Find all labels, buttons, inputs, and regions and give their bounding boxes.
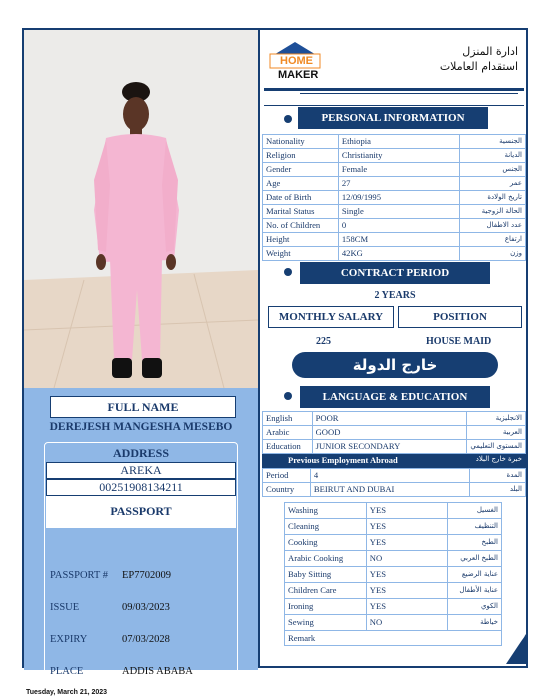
footer-date: Tuesday, March 21, 2023 <box>26 689 108 696</box>
bullet-icon <box>284 115 292 123</box>
row-arabic-label: الطبخ <box>448 535 502 551</box>
row-arabic-label: الكوي <box>448 599 502 615</box>
header-rule-2 <box>264 105 524 106</box>
row-value: Female <box>338 163 459 177</box>
row-value: GOOD <box>312 426 467 440</box>
row-value: POOR <box>312 412 467 426</box>
details-column <box>258 30 528 668</box>
personal-info-table <box>262 134 526 261</box>
identity-panel <box>24 388 258 677</box>
table-row <box>263 219 526 233</box>
table-row <box>285 599 502 615</box>
employment-title: Previous Employment Abroad <box>288 455 398 465</box>
skills-table <box>284 502 502 646</box>
row-label: English <box>263 412 313 426</box>
row-label: Weight <box>263 247 339 261</box>
contract-period-value: 2 YEARS <box>374 290 416 301</box>
table-row <box>263 412 526 426</box>
row-arabic-label: المدة <box>470 469 526 483</box>
row-label: Cleaning <box>285 519 367 535</box>
row-arabic-label: عمر <box>460 177 526 191</box>
row-value: NO <box>366 615 447 631</box>
passport-label: PASSPORT <box>46 496 236 528</box>
home-maker-logo <box>268 38 322 84</box>
row-label: Marital Status <box>263 205 339 219</box>
issue-label: ISSUE <box>50 602 80 613</box>
row-label: Country <box>263 483 311 497</box>
person-photo-illustration <box>24 30 258 388</box>
table-row <box>263 426 526 440</box>
row-arabic-label: ارتفاع <box>460 233 526 247</box>
row-arabic-label: المستوى التعليمي <box>467 440 526 454</box>
row-label: Children Care <box>285 583 367 599</box>
row-value: BEIRUT AND DUBAI <box>310 483 469 497</box>
table-row <box>263 233 526 247</box>
monthly-salary-value: 225 <box>316 336 331 347</box>
row-label: Period <box>263 469 311 483</box>
table-row <box>263 247 526 261</box>
row-value: Ethiopia <box>338 135 459 149</box>
row-label: Arabic <box>263 426 313 440</box>
row-value: YES <box>366 535 447 551</box>
row-arabic-label: الطبخ العربي <box>448 551 502 567</box>
table-row <box>263 205 526 219</box>
row-value: YES <box>366 599 447 615</box>
row-arabic-label: الحالة الزوجية <box>460 205 526 219</box>
table-row <box>263 177 526 191</box>
abroad-pill: خارج الدولة <box>292 352 498 378</box>
table-row <box>285 567 502 583</box>
language-education-title: LANGUAGE & EDUCATION <box>300 386 490 408</box>
table-row <box>263 483 526 497</box>
row-label: Religion <box>263 149 339 163</box>
row-value: YES <box>366 519 447 535</box>
full-name-value: DEREJESH MANGESHA MESEBO <box>49 421 233 433</box>
row-value: 0 <box>338 219 459 233</box>
row-value: 27 <box>338 177 459 191</box>
row-label: Gender <box>263 163 339 177</box>
row-arabic-label: عدد الاطفال <box>460 219 526 233</box>
row-arabic-label: الجنس <box>460 163 526 177</box>
row-value: 4 <box>310 469 469 483</box>
employment-title-ar: خبرة خارج البلاد <box>475 455 522 463</box>
row-label: Washing <box>285 503 367 519</box>
row-arabic-label: التنظيف <box>448 519 502 535</box>
row-value: YES <box>366 583 447 599</box>
table-row <box>285 519 502 535</box>
place-label: PLACE <box>50 666 84 677</box>
employment-header-bar <box>262 454 526 468</box>
position-value: HOUSE MAID <box>426 336 492 347</box>
row-arabic-label: تاريخ الولادة <box>460 191 526 205</box>
candidate-photo <box>24 30 258 388</box>
row-label: Baby Sitting <box>285 567 367 583</box>
remark-label: Remark <box>285 631 502 646</box>
row-arabic-label: عناية الأطفال <box>448 583 502 599</box>
row-label: Nationality <box>263 135 339 149</box>
row-arabic-label: البلد <box>470 483 526 497</box>
row-label: Cooking <box>285 535 367 551</box>
expiry-label: EXPIRY <box>50 634 88 645</box>
arabic-header-line1: ادارة المنزل <box>462 45 518 58</box>
row-arabic-label: خياطة <box>448 615 502 631</box>
row-value: 12/09/1995 <box>338 191 459 205</box>
corner-stripe-decoration <box>506 634 526 664</box>
table-row <box>263 191 526 205</box>
row-value: YES <box>366 503 447 519</box>
table-row <box>285 503 502 519</box>
row-value: NO <box>366 551 447 567</box>
row-value: JUNIOR SECONDARY <box>312 440 467 454</box>
passport-number-value: EP7702009 <box>122 570 172 581</box>
passport-number-label: PASSPORT # <box>50 570 109 581</box>
row-value: 42KG <box>338 247 459 261</box>
logo-text-bottom: MAKER <box>278 69 319 81</box>
table-row <box>285 583 502 599</box>
row-label: Education <box>263 440 313 454</box>
table-row <box>263 440 526 454</box>
header-rule <box>264 88 524 91</box>
row-label: Date of Birth <box>263 191 339 205</box>
table-row <box>263 135 526 149</box>
logo-text-top: HOME <box>280 55 313 67</box>
row-arabic-label: عناية الرضيع <box>448 567 502 583</box>
place-value: ADDIS ABABA <box>122 666 193 677</box>
row-label: Sewing <box>285 615 367 631</box>
table-row <box>263 149 526 163</box>
row-label: Arabic Cooking <box>285 551 367 567</box>
full-name-label: FULL NAME <box>50 396 236 418</box>
personal-info-title: PERSONAL INFORMATION <box>298 107 488 129</box>
bullet-icon <box>284 268 292 276</box>
arabic-header-line2: استقدام العاملات <box>439 60 518 73</box>
cv-sheet <box>22 28 528 677</box>
row-value: Christianity <box>338 149 459 163</box>
bullet-icon <box>284 392 292 400</box>
row-value: 158CM <box>338 233 459 247</box>
arabic-header <box>440 44 518 74</box>
contract-period-title: CONTRACT PERIOD <box>300 262 490 284</box>
row-arabic-label: الانجليزية <box>467 412 526 426</box>
row-value: YES <box>366 567 447 583</box>
address-label: ADDRESS <box>112 446 169 460</box>
row-arabic-label: الجنسية <box>460 135 526 149</box>
row-arabic-label: الديانة <box>460 149 526 163</box>
header-rule-thin <box>300 93 518 94</box>
row-arabic-label: الغسيل <box>448 503 502 519</box>
position-label: POSITION <box>398 306 522 328</box>
table-row <box>285 615 502 631</box>
phone-value: 00251908134211 <box>46 479 236 496</box>
table-row <box>263 469 526 483</box>
row-value: Single <box>338 205 459 219</box>
row-label: No. of Children <box>263 219 339 233</box>
issue-value: 09/03/2023 <box>122 602 170 613</box>
table-row <box>285 535 502 551</box>
language-table <box>262 411 526 454</box>
remark-row <box>285 631 502 646</box>
row-label: Age <box>263 177 339 191</box>
address-value: AREKA <box>46 462 236 479</box>
row-arabic-label: العربية <box>467 426 526 440</box>
row-label: Ironing <box>285 599 367 615</box>
expiry-value: 07/03/2028 <box>122 634 170 645</box>
table-row <box>285 551 502 567</box>
row-label: Height <box>263 233 339 247</box>
table-row <box>263 163 526 177</box>
employment-table <box>262 468 526 497</box>
row-arabic-label: وزن <box>460 247 526 261</box>
monthly-salary-label: MONTHLY SALARY <box>268 306 394 328</box>
